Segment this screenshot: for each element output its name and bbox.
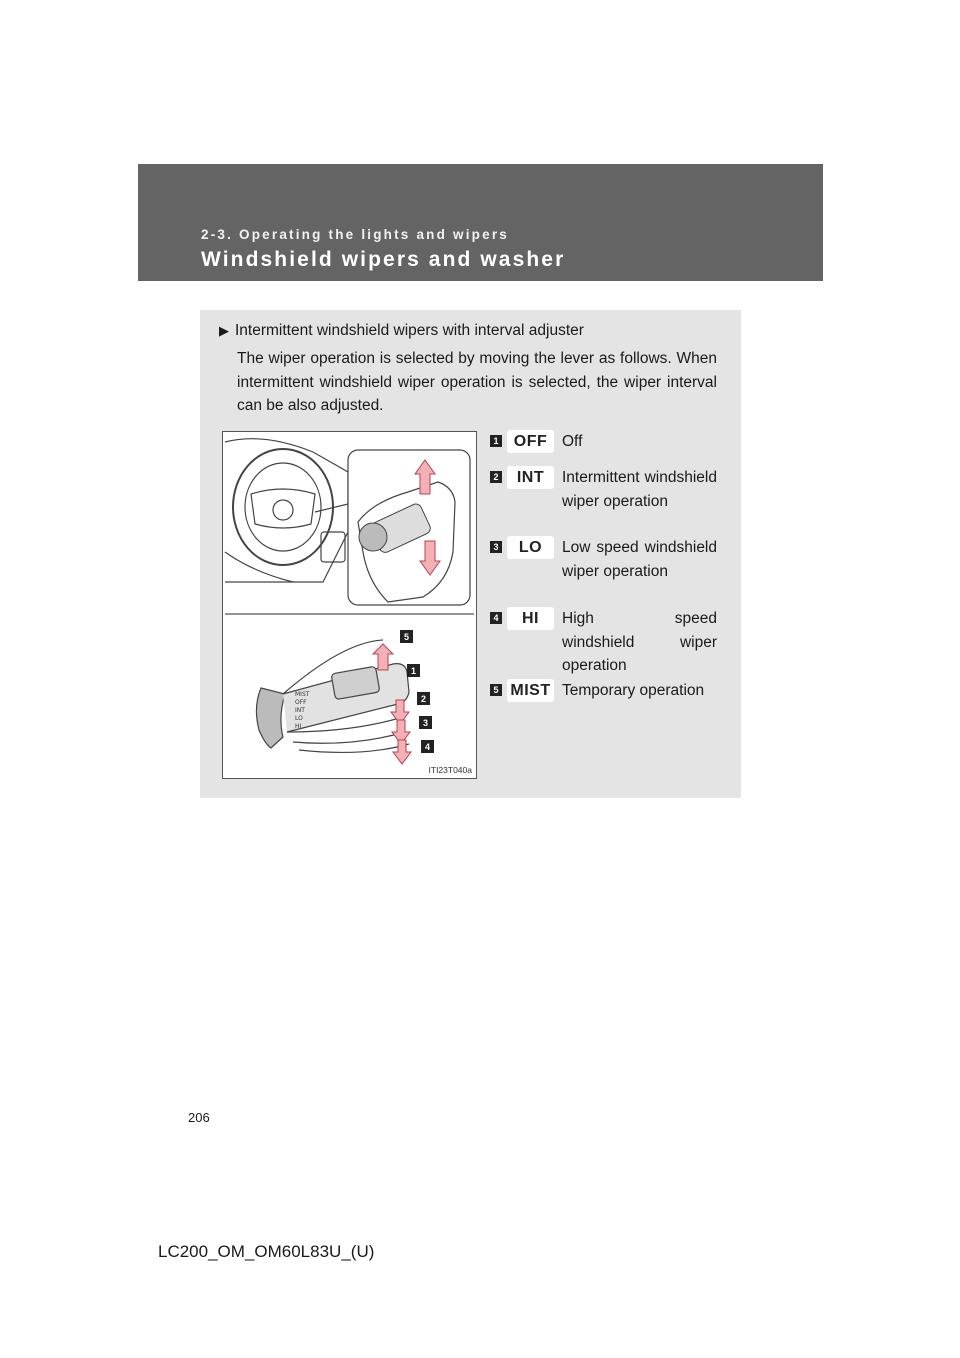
legend-position-label: LO [507,536,554,559]
lever-mark-hi: HI [295,723,302,730]
figure-code: ITI23T040a [428,765,472,775]
legend-number: 4 [490,612,502,624]
callout-5: 5 [403,632,410,642]
legend-number: 3 [490,541,502,553]
legend-position-label: HI [507,607,554,630]
callout-3: 3 [422,718,429,728]
legend-position-label: OFF [507,430,554,453]
legend-position-label: MIST [507,679,554,702]
legend-number: 1 [490,435,502,447]
page-title: Windshield wipers and washer [201,248,566,271]
section-label: 2-3. Operating the lights and wipers [201,227,509,242]
content-box [200,310,741,798]
section-header [138,164,823,281]
page-number: 206 [188,1110,210,1125]
legend-description: High speed windshield wiper operation [562,610,717,674]
legend-number: 5 [490,684,502,696]
subheading-text: Intermittent windshield wipers with interval adjuster [235,322,584,339]
wiper-lever-illustration [223,432,476,778]
document-code: LC200_OM_OM60L83U_(U) [158,1242,375,1261]
intro-paragraph: The wiper operation is selected by moving the lever as follows. When intermittent windshield wiper operation is selected, the wiper interval can be also adjusted. [237,350,717,414]
wiper-lever-figure [222,431,477,779]
triangle-bullet-icon: ▶ [219,323,229,338]
callout-1: 1 [410,666,417,676]
lever-inset [348,450,470,605]
callout-4: 4 [424,742,431,752]
lever-mark-mist: MIST [295,691,310,698]
legend-description: Intermittent windshield wiper operation [562,469,717,510]
legend-number: 2 [490,471,502,483]
lever-mark-int: INT [295,707,305,714]
legend-description: Temporary operation [562,682,705,699]
legend-position-label: INT [507,466,554,489]
legend-description: Low speed windshield wiper operation [562,539,717,580]
subheading [219,322,584,340]
callout-2: 2 [420,694,427,704]
lever-mark-lo: LO [295,715,303,722]
lever-mark-off: OFF [295,699,307,706]
legend-description: Off [562,433,583,450]
